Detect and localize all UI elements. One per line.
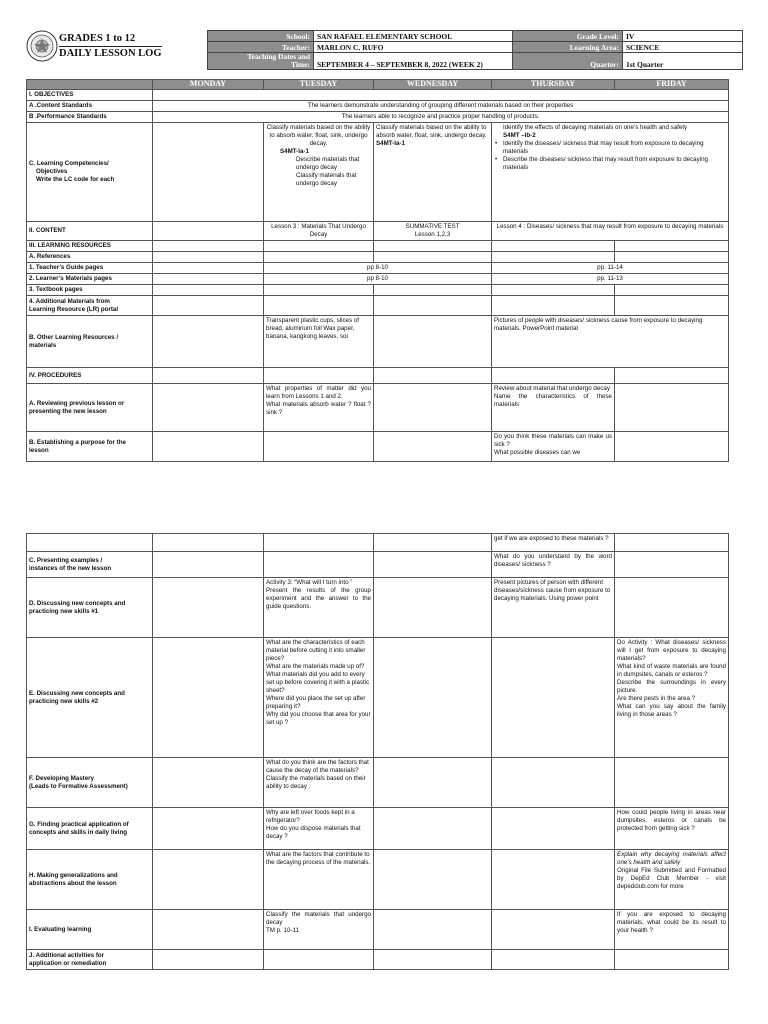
day-wednesday: WEDNESDAY [374, 80, 492, 90]
blank-header [27, 80, 153, 90]
grade-label: Grade Level: [513, 31, 623, 42]
thursday-reviewing: Review about material that undergo decay Name the characteristics of these materials [492, 384, 615, 432]
header [26, 30, 766, 70]
tuesday-competencies: Classify materials based on the ability to absorb water, float, sink, undergo decay. S4MT-Ia-1 Describe materials that undergo decay Classify materials that undergo decay [264, 123, 374, 222]
thursday-discussing-1: Present pictures of person with different diseases/sickness cause from exposure to decaying materials. Using power point [492, 578, 615, 638]
tuesday-generalizations: What are the factors that contribute to the decaying process of the materials. [264, 850, 374, 910]
performance-standards-text: The learners able to recognize and practice proper handling of products. [153, 112, 729, 123]
thursday-other-resources: Pictures of people with diseases/ sickness cause from exposure to decaying materials. PowerPoint material [492, 316, 729, 368]
friday-discussing-2: Do Activity : What diseases/ sickness will I get from exposure to decaying materials? What kind of waste materials are found in dumpsites, canals or esteros ? Describe the surroundings in every picture. Are there pests in the area ? What can you say about the family living in those areas ? [615, 638, 729, 758]
references-label: A. References [27, 252, 153, 263]
dates-label: Teaching Dates and Time: [208, 53, 314, 70]
thursday-content: Lesson 4 : Diseases/ sickness that may result from exposure to decaying materials [492, 222, 729, 241]
day-tuesday: TUESDAY [264, 80, 374, 90]
learners-materials-label: 2. Learner’s Materials pages [27, 274, 153, 285]
school-label: School: [208, 31, 314, 42]
tuesday-reviewing: What properties of matter did you learn from Lessons 1 and 2. What materials absorb water ? float ? sink ? [264, 384, 374, 432]
friday-evaluating: If you are exposed to decaying materials, what could be its result to your health ? [615, 910, 729, 950]
friday-generalizations: Explain why decaying materials affect one’s health and safely Original File Submitted and Formatted by DepEd Club Member - visit depedclub.com for more [615, 850, 729, 910]
discussing-1-label: D. Discussing new concepts and practicing new skills #1 [27, 578, 153, 638]
purpose-label: B. Establishing a purpose for the lesson [27, 432, 153, 462]
tuesday-mastery: What do you think are the factors that cause the decay of the materials? Classify the materials based on their ability to decay . [264, 758, 374, 808]
deped-seal-icon [26, 30, 58, 62]
content-standards-label: A .Content Standards [27, 101, 153, 112]
teachers-guide-tue-wed: pp 8-10 [264, 263, 492, 274]
teachers-guide-thu-fri: pp. 11-14 [492, 263, 729, 274]
day-monday: MONDAY [153, 80, 264, 90]
wednesday-competencies: Classify materials based on the ability to absorb water, float, sink, undergo decay. S4MT-Ia-1 [374, 123, 492, 222]
competencies-label: C. Learning Competencies/ Objectives Write the LC code for each [27, 123, 153, 222]
wednesday-content: SUMMATIVE TEST Lesson 1,2,3 [374, 222, 492, 241]
log-title [59, 32, 162, 61]
area-label: Learning Area: [513, 42, 623, 53]
additional-activities-label: J. Additional activities for application or remediation [27, 950, 153, 970]
thursday-purpose: Do you think these materials can make us sick ? What possible diseases can we [492, 432, 615, 462]
grade-value: IV [623, 31, 743, 42]
teacher-label: Teacher: [208, 42, 314, 53]
lesson-log-table-part1 [26, 79, 729, 462]
school-value: SAN RAFAEL ELEMENTARY SCHOOL [314, 31, 513, 42]
learners-materials-thu-fri: pp. 11-13 [492, 274, 729, 285]
tuesday-discussing-1: Activity 3: “What will I turn into ” Present the results of the group experiment and the answer to the guide questions. [264, 578, 374, 638]
title-line-1: GRADES 1 to 12 [59, 33, 136, 44]
performance-standards-label: B .Performance Standards [27, 112, 153, 123]
area-value: SCIENCE [623, 42, 743, 53]
days-header-row [27, 80, 729, 90]
tuesday-content: Lesson 3 : Materials That Undergo Decay [264, 222, 374, 241]
objectives-label: I. OBJECTIVES [27, 90, 153, 101]
thursday-competencies: Identify the effects of decaying materials on one’s health and safety S4MT –Ib-2 • Identify the diseases/ sickness that may result from exposure to decaying materials • Describe the diseases/ sickness that may result from exposure to decaying materials [492, 123, 729, 222]
tuesday-discussing-2: What are the characteristics of each material before cutting it into smaller piece? What are the materials made up of? What materials did you add to every set up before covering it with a plastic sheet? Where did you place the set up after preparing it? Why did you choose that area for your set up ? [264, 638, 374, 758]
header-info-table [207, 30, 743, 70]
thursday-presenting: What do you understand by the word diseases/ sickness ? [492, 552, 615, 578]
procedures-label: IV. PROCEDURES [27, 368, 153, 384]
presenting-label: C. Presenting examples / instances of the new lesson [27, 552, 153, 578]
dates-value: SEPTEMBER 4 – SEPTEMBER 8, 2022 (WEEK 2) [314, 53, 513, 70]
learners-materials-tue-wed: pp 8-10 [264, 274, 492, 285]
title-line-2: DAILY LESSON LOG [59, 48, 162, 59]
reviewing-label: A. Reviewing previous lesson or presenting the new lesson [27, 384, 153, 432]
evaluating-label: I. Evaluating learning [27, 910, 153, 950]
resources-label: III. LEARNING RESOURCES [27, 241, 153, 252]
additional-materials-label: 4. Additional Materials from Learning Resource (LR) portal [27, 296, 153, 316]
teachers-guide-label: 1. Teacher’s Guide pages [27, 263, 153, 274]
practical-label: G. Finding practical application of concepts and skills in daily living [27, 808, 153, 850]
textbook-label: 3. Textbook pages [27, 285, 153, 296]
content-standards-text: The learners demonstrate understanding of grouping different materials based on their properties [153, 101, 729, 112]
content-label: II. CONTENT [27, 222, 153, 241]
other-resources-label: B. Other Learning Resources / materials [27, 316, 153, 368]
quarter-label: Quarter: [513, 53, 623, 70]
tuesday-other-resources: Transparent plastic cups, slices of bread, aluminum foil Wax paper, banana, kangkong leaves, soi [264, 316, 374, 368]
mastery-label: F. Developing Mastery (Leads to Formative Assessment) [27, 758, 153, 808]
discussing-2-label: E. Discussing new concepts and practicing new skills #2 [27, 638, 153, 758]
thursday-purpose-cont: get if we are exposed to these materials ? [492, 534, 615, 552]
lesson-log-table-part2 [26, 533, 729, 970]
quarter-value: 1st Quarter [623, 53, 743, 70]
day-thursday: THURSDAY [492, 80, 615, 90]
friday-practical: How could people living in areas near dumpsites, esteros or canals be protected from getting sick ? [615, 808, 729, 850]
day-friday: FRIDAY [615, 80, 729, 90]
tuesday-evaluating: Classify the materials that undergo decay TM p. 10-11 [264, 910, 374, 950]
generalizations-label: H. Making generalizations and abstractions about the lesson [27, 850, 153, 910]
tuesday-practical: Why are left over foods kept in a refrigerator? How do you dispose materials that decay ? [264, 808, 374, 850]
teacher-value: MARLON C. RUFO [314, 42, 513, 53]
